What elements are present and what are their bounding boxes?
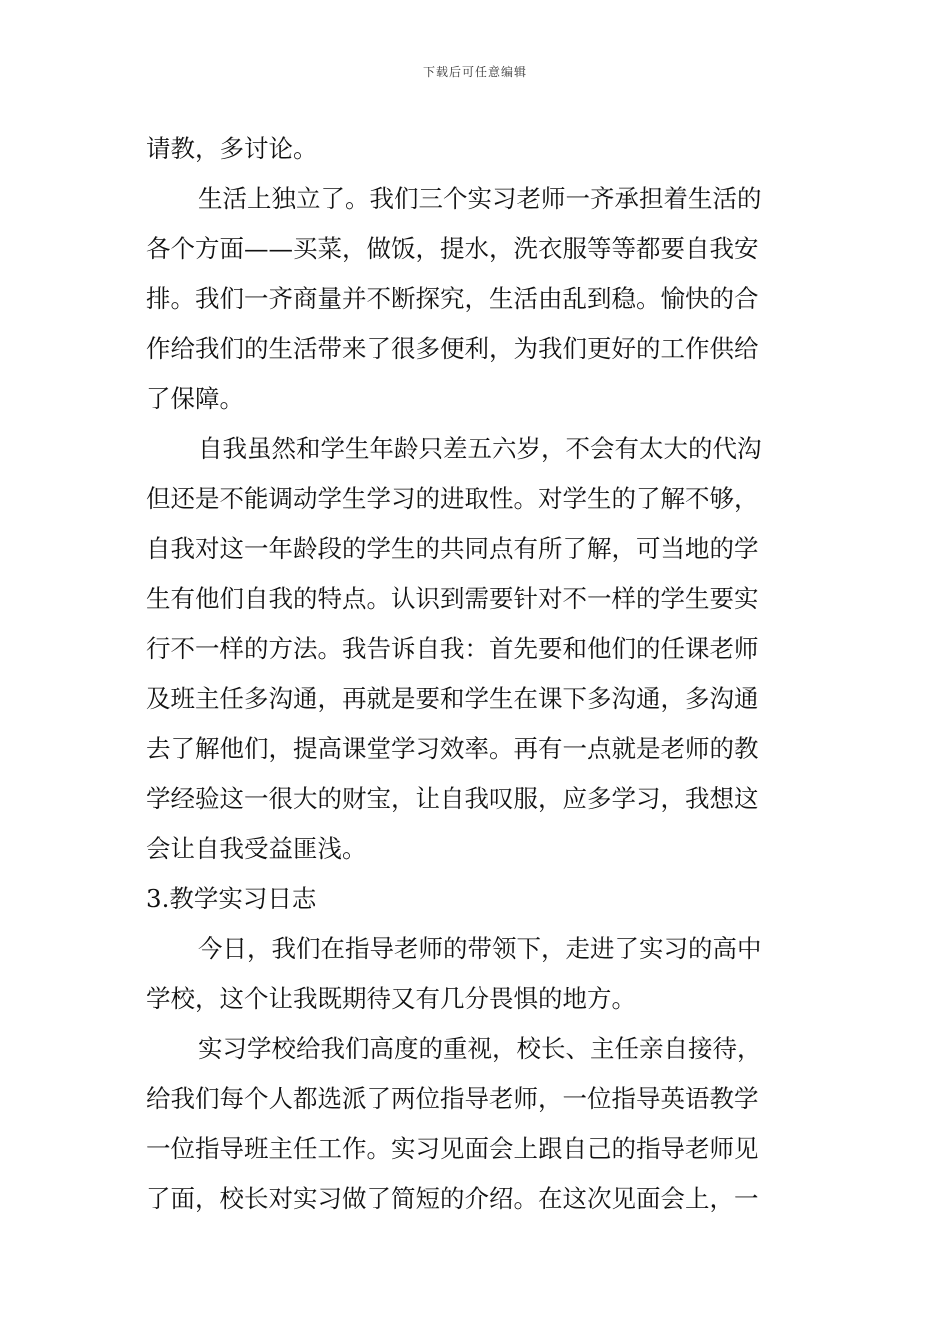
text-line: 实习学校给我们高度的重视，校长、主任亲自接待， [198,1034,762,1063]
text-line: 给我们每个人都选派了两位指导老师，一位指导英语教学 [146,1084,759,1113]
text-line: 今日，我们在指导老师的带领下，走进了实习的高中 [198,934,762,963]
text-line: 一位指导班主任工作。实习见面会上跟自己的指导老师见 [146,1134,759,1163]
text-line: 行不一样的方法。我告诉自我：首先要和他们的任课老师 [146,634,759,663]
text-line: 请教，多讨论。 [146,134,318,163]
text-line: 及班主任多沟通，再就是要和学生在课下多沟通，多沟通 [146,684,759,713]
text-line: 作给我们的生活带来了很多便利，为我们更好的工作供给 [146,334,759,363]
text-line: 自我对这一年龄段的学生的共同点有所了解，可当地的学 [146,534,759,563]
section-heading: 3.教学实习日志 [146,884,317,913]
text-line: 了保障。 [146,384,244,413]
text-line: 去了解他们，提高课堂学习效率。再有一点就是老师的教 [146,734,759,763]
text-line: 排。我们一齐商量并不断探究，生活由乱到稳。愉快的合 [146,284,759,313]
text-line: 生活上独立了。我们三个实习老师一齐承担着生活的 [198,184,762,213]
text-line: 自我虽然和学生年龄只差五六岁，不会有太大的代沟 [198,434,762,463]
text-line: 了面，校长对实习做了简短的介绍。在这次见面会上，一 [146,1184,759,1213]
page-header: 下载后可任意编辑 [422,65,527,79]
text-line: 学校，这个让我既期待又有几分畏惧的地方。 [146,984,636,1013]
text-line: 但还是不能调动学生学习的进取性。对学生的了解不够， [146,484,759,513]
text-line: 生有他们自我的特点。认识到需要针对不一样的学生要实 [146,584,759,613]
text-line: 会让自我受益匪浅。 [146,834,367,863]
document-body [146,124,806,1224]
text-line: 学经验这一很大的财宝，让自我叹服，应多学习，我想这 [146,784,759,813]
text-line: 各个方面——买菜，做饭，提水，洗衣服等等都要自我安 [146,234,759,263]
